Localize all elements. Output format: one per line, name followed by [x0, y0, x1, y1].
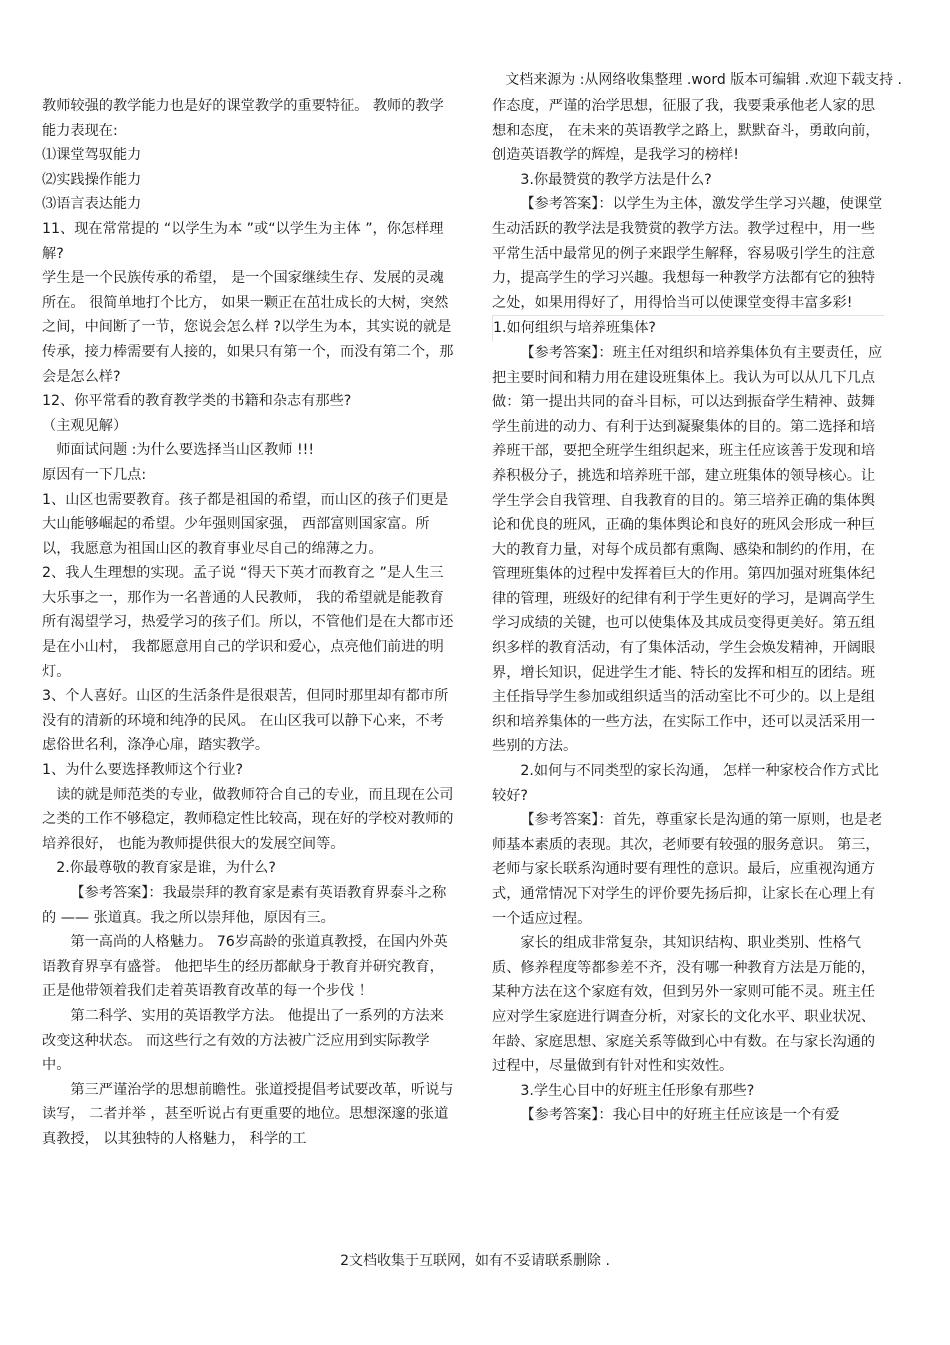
paragraph: 读的就是师范类的专业，做教师符合自己的专业，而且现在公司之类的工作不够稳定，教师稳定性比较高，现在好的学校对教师的培养很好， 也能为教师提供很大的发展空间等。 [42, 786, 454, 852]
list-item: ⑶语言表达能力 [42, 196, 142, 213]
paragraph: 2、我人生理想的实现。孟子说 “得天下英才而教育之 ”是人生三大乐事之一，那作为一名普通的人民教师， 我的希望就是能教育所有渴望学习，热爱学习的孩子们。所以，不管他们是在大都市还是在小山村， 我都愿意用自己的学识和爱心，点亮他们前进的明灯。 [42, 565, 454, 680]
paragraph: 第一高尚的人格魅力。 76岁高龄的张道真教授，在国内外英语教育界享有盛誉。 他把毕生的经历都献身于教育并研究教育， 正是他带领着我们走着英语教育改革的每一个步伐 ！ [42, 934, 448, 1000]
list-item: ⑴课堂驾驭能力 [42, 147, 142, 164]
paragraph: （主观见解） [42, 417, 128, 434]
page-footer: 2文档收集于互联网，如有不妥请联系删除 . [340, 1253, 610, 1269]
paragraph: 1、山区也需要教育。孩子都是祖国的希望，而山区的孩子们更是大山能够崛起的希望。少年强则国家强， 西部富则国家富。所以，我愿意为祖国山区的教育事业尽自己的绵薄之力。 [42, 491, 449, 557]
paragraph: 作态度，严谨的治学思想，征服了我，我要秉承他老人家的思想和态度， 在未来的英语教学之路上，默默奋斗，勇敢向前，创造英语教学的辉煌，是我学习的榜样! [492, 98, 880, 164]
paragraph: 教师较强的教学能力也是好的课堂教学的重要特征。 教师的教学能力表现在: [42, 98, 444, 139]
list-item: ⑵实践操作能力 [42, 171, 142, 188]
source-note-header: 文档来源为 :从网络收集整理 .word 版本可编辑 .欢迎下载支持 . [505, 72, 902, 88]
question-heading: 2.如何与不同类型的家长沟通， 怎样一种家校合作方式比较好? [492, 763, 879, 804]
left-column [42, 94, 456, 1152]
right-column [492, 94, 884, 1128]
question-heading: 1.如何组织与培养班集体? [492, 315, 884, 341]
paragraph: 原因有一下几点: [42, 466, 147, 483]
question-heading: 2.你最尊敬的教育家是谁，为什么? [56, 860, 276, 877]
question-heading: 1、为什么要选择教师这个行业? [42, 762, 243, 779]
question-heading: 12、你平常看的教育教学类的书籍和杂志有那些? [42, 393, 352, 410]
paragraph: 家长的组成非常复杂，其知识结构、职业类别、性格气质、修养程度等都参差不齐，没有哪一种教育方法是万能的，某种方法在这个家庭有效，但到另外一家则可能不灵。班主任应对学生家庭进行调查分析，对家长的文化水平、职业状况、年龄、家庭思想、家庭关系等做到心中有数。在与家长沟通的过程中，尽量做到有针对性和实效性。 [492, 935, 876, 1075]
question-heading: 11、现在常常提的 “以学生为本 ”或“以学生为主体 ”，你怎样理解? [42, 220, 444, 262]
answer-paragraph: 【参考答案】：首先，尊重家长是沟通的第一原则，也是老师基本素质的表现。其次，老师要有较强的服务意识。 第三，老师与家长联系沟通时要有理性的意识。最后，应重视沟通方式，通常情况下对学生的评价要先扬后抑，让家长在心理上有一个适应过程。 [492, 812, 883, 927]
paragraph: 3、个人喜好。山区的生活条件是很艰苦，但同时那里却有都市所没有的清新的环境和纯净的民风。 在山区我可以静下心来，不考虑俗世名利，涤净心扉，踏实教学。 [42, 688, 449, 754]
section-heading: 师面试问题 :为什么要选择当山区教师 !!! [56, 442, 315, 459]
answer-paragraph: 【参考答案】：以学生为主体，激发学生学习兴趣，使课堂生动活跃的教学法是我赞赏的教学方法。教学过程中，用一些平常生活中最常见的例子来跟学生解释，容易吸引学生的注意力，提高学生的学习兴趣。我想每一种教学方法都有它的独特之处，如果用得好了，用得恰当可以使课堂变得丰富多彩! [492, 196, 883, 311]
paragraph: 第二科学、实用的英语教学方法。 他提出了一系列的方法来改变这种状态。 而这些行之有效的方法被广泛应用到实际教学中。 [42, 1007, 444, 1074]
paragraph: 学生是一个民族传承的希望， 是一个国家继续生存、发展的灵魂所在。 很简单地打个比方， 如果一颗正在茁壮成长的大树，突然之间，中间断了一节，您说会怎么样 ?以学生为本，其实说的就是传承，接力棒需要有人接的，如果只有第一个，而没有第二个，那会是怎么样? [42, 270, 454, 385]
answer-paragraph: 【参考答案】：我最崇拜的教育家是素有英语教育界泰斗之称的 —— 张道真。我之所以崇拜他，原因有三。 [42, 885, 447, 926]
answer-paragraph: 【参考答案】：班主任对组织和培养集体负有主要责任，应把主要时间和精力用在建设班集体上。我认为可以从几下几点做：第一提出共同的奋斗目标，可以达到振奋学生精神、鼓舞学生前进的动力、有利于达到凝聚集体的目的。第二选择和培养班干部，要把全班学生组织起来，班主任应该善于发现和培养积极分子，挑选和培养班干部，建立班集体的领导核心。让学生学会自我管理、自我教育的目的。第三培养正确的集体舆论和优良的班风，正确的集体舆论和良好的班风会形成一种巨大的教育力量，对每个成员都有熏陶、感染和制约的作用，在管理班集体的过程中发挥着巨大的作用。第四加强对班集体纪律的管理，班级好的纪律有利于学生更好的学习，是调高学生学习成绩的关键，也可以使集体及其成员变得更美好。第五组织多样的教育活动，有了集体活动，学生会焕发精神，开阔眼界，增长知识，促进学生才能、特长的发挥和相互的团结。班主任指导学生参加或组织适当的活动室比不可少的。以上是组织和培养集体的一些方法，在实际工作中，还可以灵活采用一些别的方法。 [492, 344, 883, 755]
question-heading: 3.你最赞赏的教学方法是什么? [520, 171, 712, 188]
question-heading: 3.学生心目中的好班主任形象有那些? [520, 1082, 755, 1099]
paragraph: 第三严谨治学的思想前瞻性。张道授提倡考试要改革，听说与读写， 二者并举 ，甚至听说占有更重要的地位。思想深邃的张道真教授， 以其独特的人格魅力， 科学的工 [42, 1081, 454, 1147]
answer-paragraph: 【参考答案】：我心目中的好班主任应该是一个有爱 [520, 1107, 840, 1124]
